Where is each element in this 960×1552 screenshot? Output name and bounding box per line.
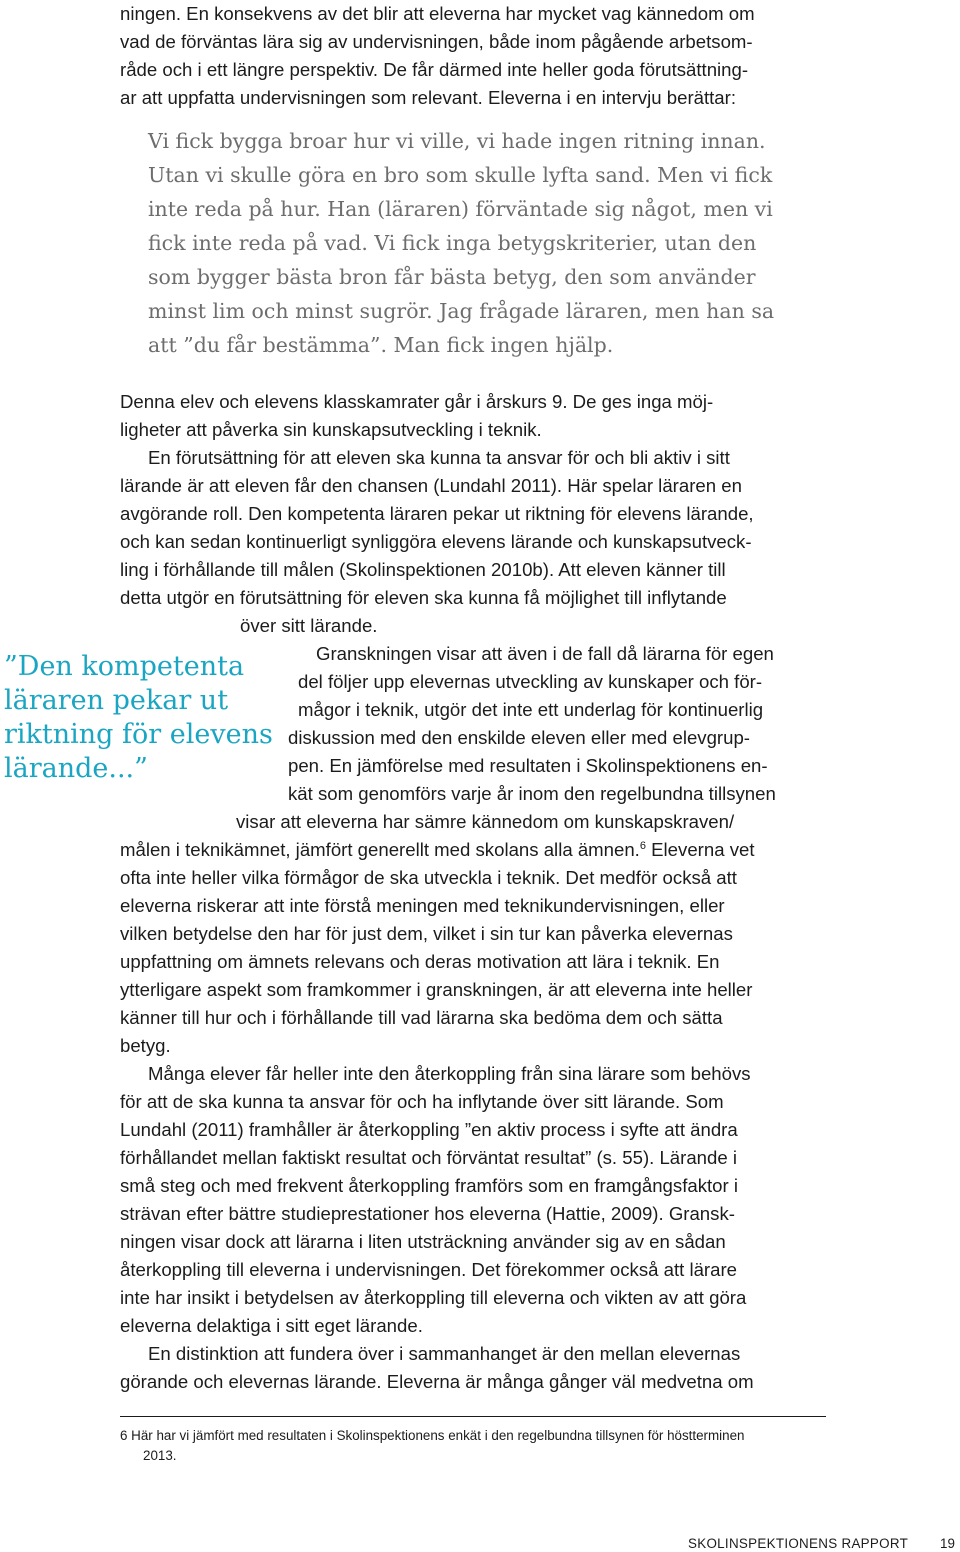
body-line: över sitt lärande. [240,615,378,636]
body-line: strävan efter bättre studieprestationer hos eleverna (Hattie, 2009). Gransk- [120,1203,735,1224]
block-quote-line: Vi fick bygga broar hur vi ville, vi hade ingen ritning innan. [148,129,766,153]
body-line: Denna elev och elevens klasskamrater går i årskurs 9. De ges inga möj- [120,391,714,412]
body-line: vilken betydelse den har för just dem, vilket i sin tur kan påverka elevernas [120,923,733,944]
body-line: pen. En jämförelse med resultaten i Skolinspektionens en- [288,755,768,776]
body-line: avgörande roll. Den kompetenta läraren pekar ut riktning för elevens lärande, [120,503,754,524]
page-number: 19 [940,1536,955,1551]
body-line: ningen visar dock att lärarna i liten utsträckning använder sig av en sådan [120,1231,726,1252]
footnote-divider [120,1416,826,1417]
block-quote-line: att ”du får bestämma”. Man fick ingen hjälp. [148,333,614,357]
body-line: lärande är att eleven får den chansen (Lundahl 2011). Här spelar läraren en [120,475,742,496]
body-line [120,836,755,864]
body-line: mågor i teknik, utgör det inte ett underlag för kontinuerlig [298,699,764,720]
body-line: eleverna delaktiga i sitt eget lärande. [120,1315,423,1336]
body-line: Lundahl (2011) framhåller är återkoppling ”en aktiv process i syfte att ändra [120,1119,738,1140]
body-line: uppfattning om ämnets relevans och deras motivation att lära i teknik. En [120,951,720,972]
body-line: ligheter att påverka sin kunskapsutveckling i teknik. [120,419,542,440]
body-line: ofta inte heller vilka förmågor de ska utveckla i teknik. Det medför också att [120,867,737,888]
footnote-reference[interactable]: 6 [639,839,646,852]
block-quote-line: fick inte reda på vad. Vi fick inga betygskriterier, utan den [148,231,757,255]
footnote-text: 6 Här har vi jämfört med resultaten i Skolinspektionens enkät i den regelbundna tillsynen för höstterminen [120,1428,745,1443]
body-line: för att de ska kunna ta ansvar för och ha inflytande över sitt lärande. Som [120,1091,724,1112]
body-line: diskussion med den enskilde eleven eller med elevgrup- [288,727,751,748]
body-line: ytterligare aspekt som framkommer i granskningen, är att eleverna inte heller [120,979,753,1000]
body-line: görande och elevernas lärande. Eleverna är många gånger väl medvetna om [120,1371,754,1392]
body-line: eleverna riskerar att inte förstå meningen med teknikundervisningen, eller [120,895,725,916]
body-line: detta utgör en förutsättning för eleven ska kunna få möjlighet till inflytande [120,587,727,608]
block-quote-line: minst lim och minst sugrör. Jag frågade läraren, men han sa [148,299,775,323]
body-line: ling i förhållande till målen (Skolinspektionen 2010b). Att eleven känner till [120,559,726,580]
body-line: kät som genomförs varje år inom den regelbundna tillsynen [288,783,776,804]
body-line: inte har insikt i betydelsen av återkoppling till eleverna och vikten av att göra [120,1287,747,1308]
pull-quote-line: riktning för elevens [4,719,273,750]
body-text: Eleverna vet [645,839,755,860]
footnote-text: 2013. [143,1448,177,1463]
body-line: visar att eleverna har sämre kännedom om kunskapskraven/ [236,811,735,832]
body-line: Granskningen visar att även i de fall då lärarna för egen [316,643,774,664]
body-line: En distinktion att fundera över i sammanhanget är den mellan elevernas [148,1343,741,1364]
block-quote-line: Utan vi skulle göra en bro som skulle lyfta sand. Men vi fick [148,163,773,187]
body-line: återkoppling till eleverna i undervisningen. Det förekommer också att lärare [120,1259,737,1280]
intro-line: vad de förväntas lära sig av undervisningen, både inom pågående arbetsom- [120,31,753,52]
pull-quote-line: läraren pekar ut [4,685,229,716]
pull-quote-line: lärande...” [4,753,148,784]
body-line: känner till hur och i förhållande till vad lärarna ska bedöma dem och sätta [120,1007,723,1028]
body-line: Många elever får heller inte den återkoppling från sina lärare som behövs [148,1063,751,1084]
body-line: En förutsättning för att eleven ska kunna ta ansvar för och bli aktiv i sitt [148,447,730,468]
body-line: små steg och med frekvent återkoppling framförs som en framgångsfaktor i [120,1175,738,1196]
intro-line: ar att uppfatta undervisningen som relevant. Eleverna i en intervju berättar: [120,87,737,108]
pull-quote-line: ”Den kompetenta [4,651,245,682]
body-line: förhållandet mellan faktiskt resultat och förväntat resultat” (s. 55). Lärande i [120,1147,737,1168]
intro-line: ningen. En konsekvens av det blir att eleverna har mycket vag kännedom om [120,3,755,24]
body-text: målen i teknikämnet, jämfört generellt med skolans alla ämnen. [120,839,640,860]
intro-line: råde och i ett längre perspektiv. De får därmed inte heller goda förutsättning- [120,59,749,80]
body-line: och kan sedan kontinuerligt synliggöra elevens lärande och kunskapsutveck- [120,531,752,552]
body-line: betyg. [120,1035,171,1056]
body-line: del följer upp elevernas utveckling av kunskaper och för- [298,671,763,692]
report-title: SKOLINSPEKTIONENS RAPPORT [688,1536,909,1551]
block-quote-line: som bygger bästa bron får bästa betyg, den som använder [148,265,756,289]
block-quote-line: inte reda på hur. Han (läraren) förväntade sig något, men vi [148,197,773,221]
